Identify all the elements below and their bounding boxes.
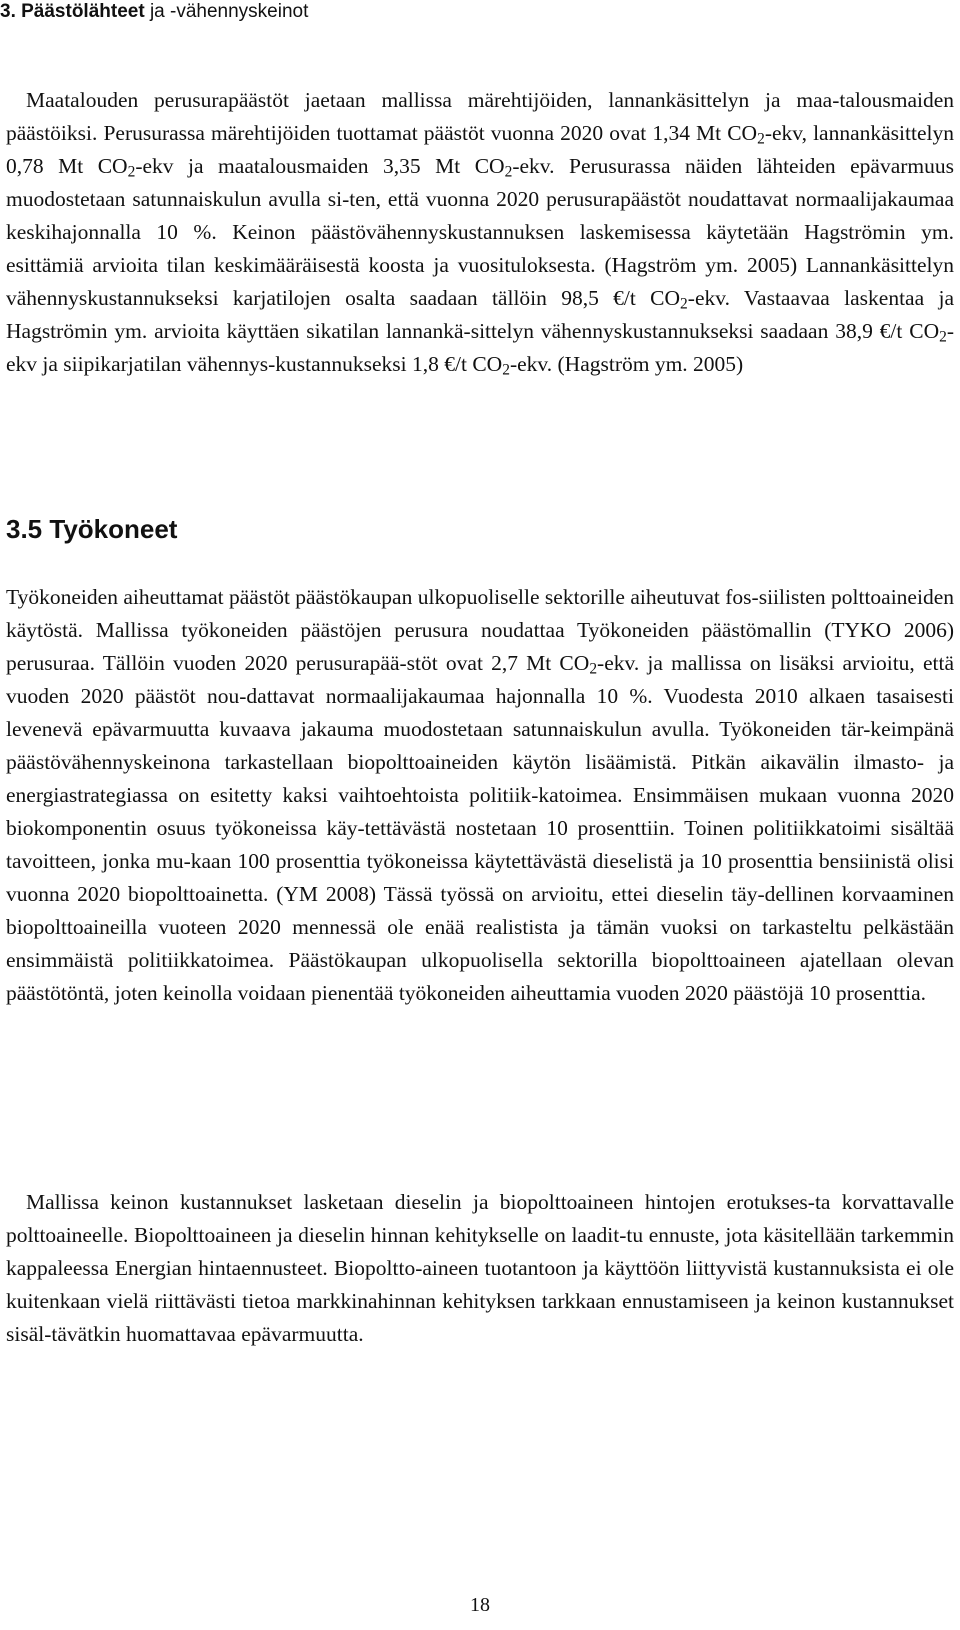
subscript: 2 <box>589 660 598 678</box>
text-run: -ekv. ja mallissa on lisäksi arvioitu, että vuoden 2020 päästöt nou-dattavat normaalijakaumaa hajonnalla 10 %. Vuodesta 2010 alkaen tasaisesti levenevä epävarmuutta kuvaava jakauma muodostetaan satunnaiskulun avulla. Työkoneiden tär-keimpänä päästövähennyskeinona tarkastellaan biopolttoaineiden käytön lisäämistä. Pitkän aikavälin ilmasto- ja energiastrategiassa on esitetty kaksi vaihtoehtoista politiik-katoimea. Ensimmäisen mukaan vuonna 2020 biokomponentin osuus työkoneissa käy-tettävästä nostetaan 10 prosenttiin. Toinen politiikkatoimi sisältää tavoitteen, jonka mu-kaan 100 prosenttia työkoneissa käytettävästä dieselistä ja 10 prosenttia bensiinistä olisi vuonna 2020 biopolttoainetta. (YM 2008) Tässä työssä on arvioitu, ettei dieselin täy-dellinen korvaaminen biopolttoaineilla vuoteen 2020 mennessä ole enää realistista ja tämän vuoksi on tarkasteltu pelkästään ensimmäistä politiikkatoimea. Päästökaupan ulkopuolisella sektorilla biopolttoaineen ajatellaan olevan päästötöntä, joten keinolla voidaan pienentää työkoneiden aiheuttamia vuoden 2020 päästöjä 10 prosenttia. <box>6 651 955 1005</box>
subscript: 2 <box>680 295 688 313</box>
subscript: 2 <box>504 163 513 181</box>
subscript: 2 <box>127 163 136 181</box>
page-number: 18 <box>470 1594 490 1616</box>
section-heading-rest: ja -vähennyskeinot <box>144 1 309 22</box>
section-heading-title: 3. Päästölähteet <box>0 1 145 22</box>
text-run: -ekv. Perusurassa näiden lähteiden epävarmuus muodostetaan satunnaiskulun avulla si-ten, että vuonna 2020 perusurapäästöt noudattavat normaalijakaumaa keskihajonnalla 10 %. Keinon päästövähennyskustannuksen laskemisessa käytetään Hagströmin ym. esittämiä arvioita tilan keskimääräisestä koosta ja vuosituloksesta. (Hagström ym. 2005) Lannankäsittelyn vähennyskustannukseksi karjatilojen osalta saadaan tällöin 98,5 €/t CO <box>6 154 954 310</box>
subscript: 2 <box>502 361 510 379</box>
subsection-heading: 3.5 Työkoneet <box>6 514 178 544</box>
text-run: -ekv ja maatalousmaiden 3,35 Mt CO <box>135 154 505 178</box>
paragraph-agriculture <box>6 84 954 381</box>
text-run: -ekv, lannankäsittelyn 0,78 Mt CO <box>6 121 954 178</box>
text-run: -ekv ja siipikarjatilan vähennys-kustannukseksi 1,8 €/t CO <box>6 319 954 376</box>
text-run: Maatalouden perusurapäästöt jaetaan mallissa märehtijöiden, lannankäsittelyn ja maa-talousmaiden päästöiksi. Perusurassa märehtijöiden tuottamat päästöt vuonna 2020 ovat 1,34 Mt CO <box>6 88 954 145</box>
text-run: -ekv. (Hagström ym. 2005) <box>509 352 744 376</box>
subscript: 2 <box>939 328 947 346</box>
paragraph-costs: Mallissa keinon kustannukset lasketaan dieselin ja biopolttoaineen hintojen erotukses-ta korvattavalle polttoaineelle. Biopolttoaineen ja dieselin hinnan kehitykselle on laadit-tu ennuste, jota käsitellään tarkemmin kappaleessa Energian hintaennusteet. Biopoltto-aineen tuotantoon ja käyttöön liittyvistä kustannuksista ei ole kuitenkaan vielä riittävästi tietoa markkinahinnan kehityksen tarkkaan ennustamiseen ja keinon kustannukset sisäl-tävätkin huomattavaa epävarmuutta. <box>6 1190 954 1346</box>
text-run: Työkoneiden aiheuttamat päästöt päästökaupan ulkopuoliselle sektorille aiheutuvat fos-siilisten polttoaineiden käytöstä. Mallissa työkoneiden päästöjen perusura noudattaa Työkoneiden päästömallin (TYKO 2006) perusuraa. Tällöin vuoden 2020 perusurapää-stöt ovat 2,7 Mt CO <box>6 585 954 675</box>
subscript: 2 <box>757 130 765 148</box>
paragraph-work-machines <box>6 581 954 1010</box>
text-run: -ekv. Vastaavaa laskentaa ja Hagströmin ym. arvioita käyttäen sikatilan lannankä-sittelyn vähennyskustannukseksi saadaan 38,9 €/t CO <box>6 286 954 343</box>
section-heading <box>0 0 308 24</box>
